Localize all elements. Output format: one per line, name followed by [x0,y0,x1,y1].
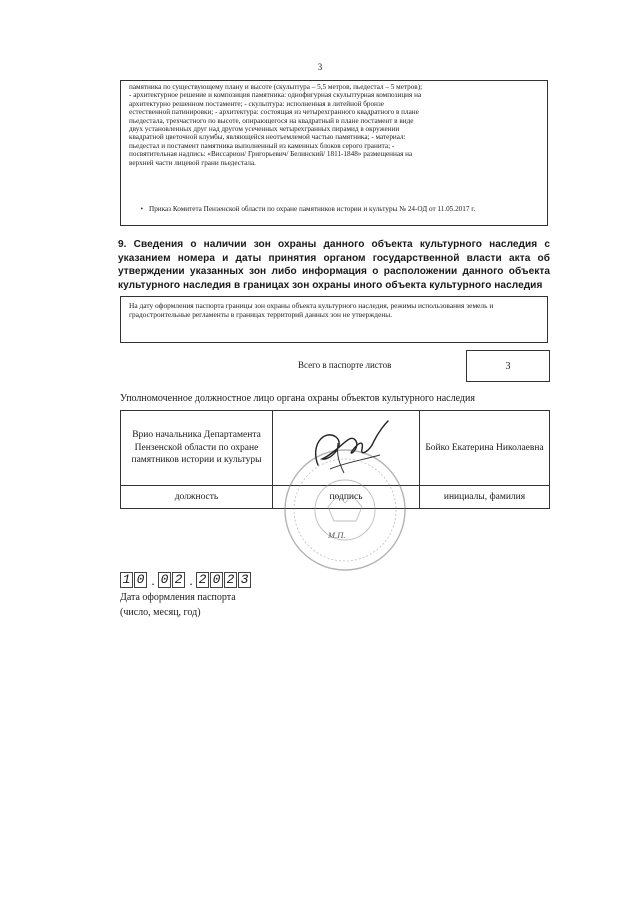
total-sheets-label: Всего в паспорте листов [298,360,392,370]
description-line: памятника по существующему плану и высоте (скульптура – 5,5 метров, пьедестал – 5 метров); [129,83,423,91]
section-9-heading: 9. Сведения о наличии зон охраны данного объекта культурного наследия с указанием номера и даты принятия органом государственной власти акта об утверждении указанных зон либо информация о расположении данного объекта культурного наследия в границах зон охраны иного объекта культурного наследия [118,239,550,291]
description-line: архитектурно решенном постаменте; - скульптура: исполненная в литейной бронзе [129,99,384,108]
order-reference: Приказ Комитета Пензенской области по охране памятников истории и культуры № 24-ОД от 11.05.2017 г. [149,205,476,213]
description-line: двух установленных друг над другом усеченных четырехгранных пирамид в окружении [129,125,400,134]
page-number: 3 [317,62,323,72]
date-caption-line: (число, месяц, год) [120,607,201,618]
position-caption: должность [121,486,273,509]
date-separator: . [189,572,193,588]
stamp-label: М.П. [328,530,346,540]
total-sheets-value: 3 [466,350,550,382]
official-name: Бойко Екатерина Николаевна [420,411,550,486]
description-line: верхней части лицевой грани пьедестала. [129,158,256,167]
date-year-digit: 3 [238,572,251,588]
handwritten-signature [300,415,392,485]
date-month-digit: 2 [172,572,185,588]
description-line: - архитектурное решение и композиция памятника: однофигурная скульптурная композиция на [129,91,422,100]
official-heading: Уполномоченное должностное лицо органа охраны объектов культурного наследия [120,393,475,404]
description-line: пьедестала, трехчастного по высоте, опирающегося на квадратный в плане постамент в виде [129,116,414,125]
name-caption: инициалы, фамилия [420,486,550,509]
date-year-digit: 0 [210,572,223,588]
date-month-digit: 0 [158,572,171,588]
description-line: пьедестал и постамент памятника выполненный из каменных блоков серого гранита; - [129,141,395,150]
date-separator: . [151,572,155,588]
date-day-digit: 0 [134,572,147,588]
signature-caption: подпись [273,486,420,509]
protection-zones-box: На дату оформления паспорта границы зон охраны объекта культурного наследия, режимы использования земель и градостроительные регламенты в границах территорий данных зон не утверждены. [120,296,548,343]
date-year-digit: 2 [224,572,237,588]
description-line: квадратной цветочной клумбы, являющейся неотъемлемой частью памятника; - материал: [129,133,406,142]
date-caption [120,590,236,620]
official-position: Врио начальника Департамента Пензенской области по охране памятников истории и культуры [121,411,273,486]
bullet-icon: • [140,205,143,213]
order-bullet [129,205,541,213]
date-year-digit: 2 [196,572,209,588]
description-line: посвятительная надпись: «Виссарион/ Григорьевич/ Белинский/ 1811-1848» размещенная на [129,150,413,159]
monument-description-box [120,80,548,226]
description-lines [129,83,541,191]
passport-date [120,572,252,588]
date-day-digit: 1 [120,572,133,588]
description-line: естественной патинировки; - архитектура: состоящая из четырехгранного квадратного в плане [129,108,419,117]
date-caption-line: Дата оформления паспорта [120,592,236,603]
